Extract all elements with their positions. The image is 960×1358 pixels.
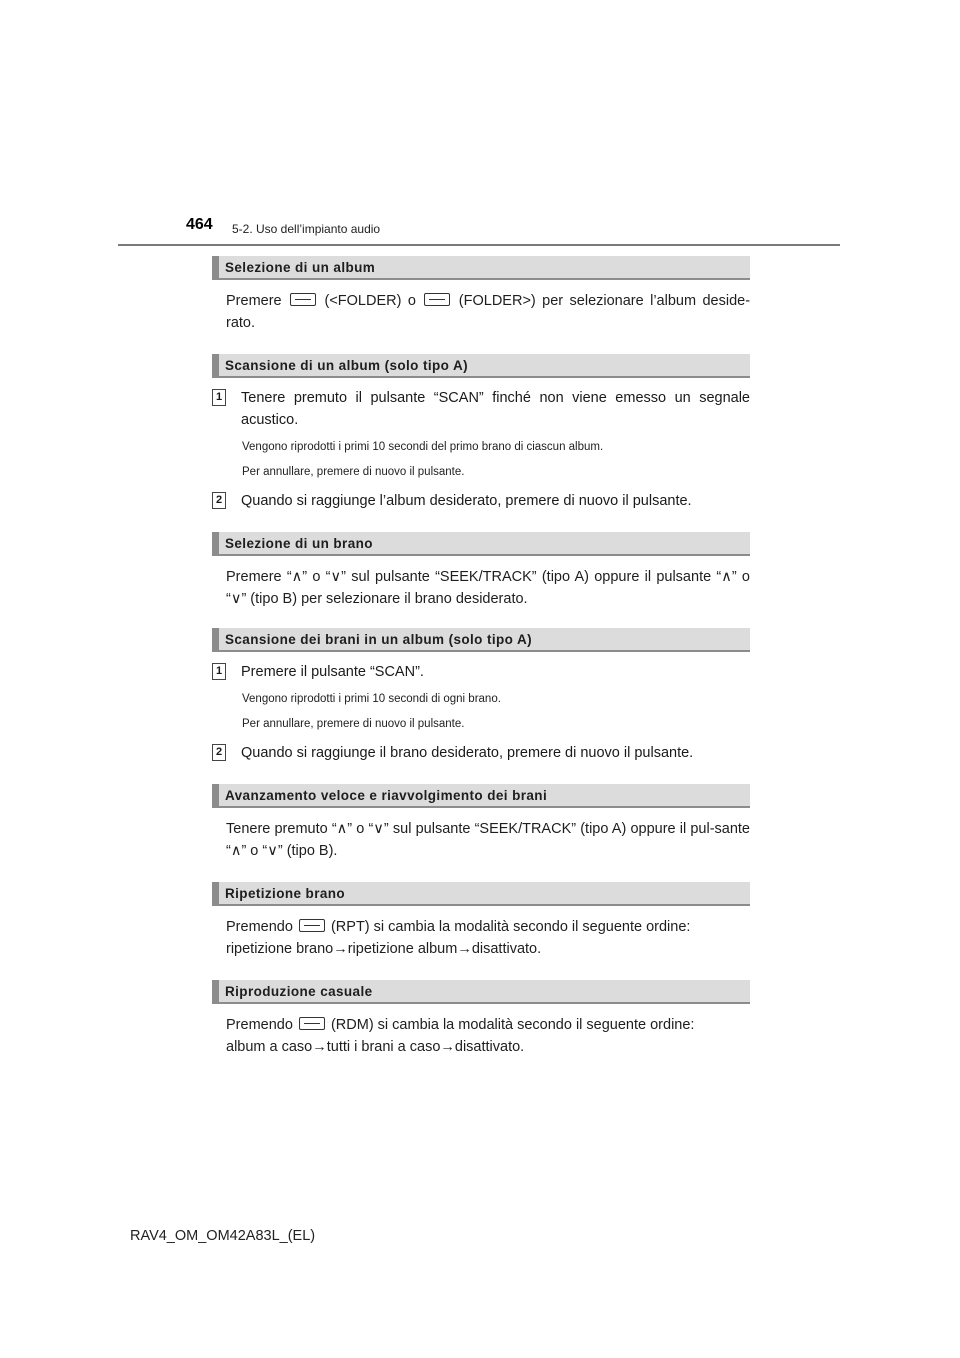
album-scan-step-2 (212, 490, 750, 512)
chapter-title: 5-2. Uso dell’impianto audio (232, 222, 381, 236)
step-text: Quando si raggiunge il brano desiderato, premere di nuovo il pulsante. (241, 745, 694, 761)
album-select-text-3: (FOLDER>) per selezionare l’album deside-rato. (226, 293, 751, 331)
section-heading-album-select: Selezione di un album (212, 256, 750, 280)
fast-forward-paragraph: Tenere premuto “∧” o “∨” sul pulsante “SEEK/TRACK” (tipo A) oppure il pul-sante “∧” o “∨” (tipo B). (226, 821, 750, 859)
folder-up-button-icon (424, 293, 450, 306)
album-select-text-2: (<FOLDER) o (324, 293, 416, 309)
step-text: Tenere premuto il pulsante “SCAN” finché non viene emesso un segnale acustico. (241, 390, 750, 428)
section-heading-repeat: Ripetizione brano (212, 882, 750, 906)
step-number: 2 (212, 744, 226, 761)
step-text: Premere il pulsante “SCAN”. (241, 664, 424, 680)
step-text: Quando si raggiunge l’album desiderato, premere di nuovo il pulsante. (241, 493, 692, 509)
repeat-paragraph (226, 916, 750, 960)
section-heading-track-select: Selezione di un brano (212, 532, 750, 556)
section-heading-album-scan: Scansione di un album (solo tipo A) (212, 354, 750, 378)
rpt-button-icon (299, 919, 325, 932)
section-heading-fast-forward: Avanzamento veloce e riavvolgimento dei brani (212, 784, 750, 808)
repeat-text-1: Premendo (226, 919, 293, 935)
track-scan-step-1 (212, 661, 750, 683)
album-scan-note-1: Vengono riprodotti i primi 10 secondi del primo brano di ciascun album. (242, 441, 604, 453)
album-scan-step-1 (212, 387, 750, 431)
random-paragraph (226, 1014, 750, 1058)
track-scan-step-2 (212, 742, 750, 764)
rdm-button-icon (299, 1017, 325, 1030)
random-text-1: Premendo (226, 1017, 293, 1033)
repeat-order: ripetizione brano→ripetizione album→disattivato. (226, 941, 542, 957)
manual-code: RAV4_OM_OM42A83L_(EL) (130, 1228, 316, 1244)
random-text-2: (RDM) si cambia la modalità secondo il seguente ordine: (330, 1017, 695, 1033)
random-order: album a caso→tutti i brani a caso→disattivato. (226, 1039, 525, 1055)
folder-down-button-icon (290, 293, 316, 306)
track-scan-note-2: Per annullare, premere di nuovo il pulsante. (242, 718, 465, 730)
repeat-text-2: (RPT) si cambia la modalità secondo il seguente ordine: (330, 919, 691, 935)
header-rule (118, 244, 840, 246)
page-number: 464 (186, 216, 213, 233)
album-select-paragraph (226, 290, 750, 334)
track-scan-note-1: Vengono riprodotti i primi 10 secondi di ogni brano. (242, 693, 501, 705)
track-select-paragraph: Premere “∧” o “∨” sul pulsante “SEEK/TRACK” (tipo A) oppure il pulsante “∧” o “∨” (tipo B) per selezionare il brano desiderato. (226, 569, 750, 607)
album-select-text-1: Premere (226, 293, 282, 309)
step-number: 2 (212, 492, 226, 509)
section-heading-random: Riproduzione casuale (212, 980, 750, 1004)
step-number: 1 (212, 663, 226, 680)
album-scan-note-2: Per annullare, premere di nuovo il pulsante. (242, 466, 465, 478)
step-number: 1 (212, 389, 226, 406)
page-content (212, 256, 750, 1058)
section-heading-track-scan: Scansione dei brani in un album (solo tipo A) (212, 628, 750, 652)
